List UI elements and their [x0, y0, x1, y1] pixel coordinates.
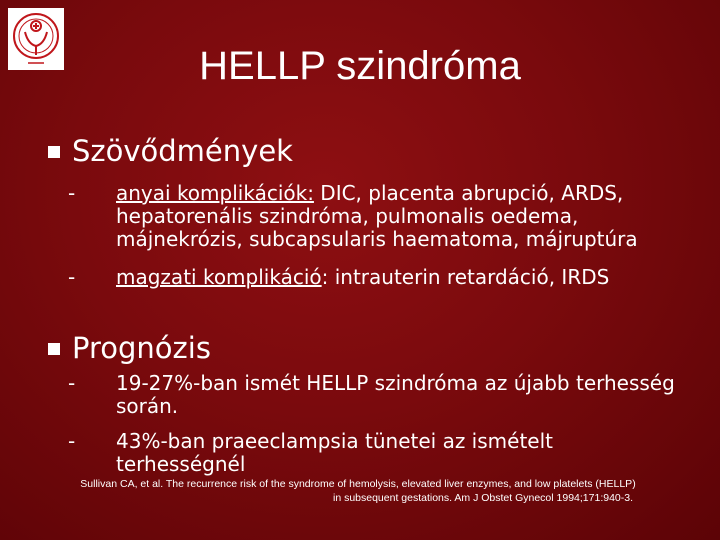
item-text: 19-27%-ban ismét HELLP szindróma az újabb terhesség során. [116, 371, 675, 418]
medical-emblem-icon [8, 8, 64, 70]
section-label: Prognózis [72, 331, 211, 365]
dash-marker: - [68, 181, 76, 205]
item-text: 43%-ban praeeclampsia tünetei az ismételt terhességnél [116, 429, 553, 476]
dash-marker: - [68, 429, 76, 453]
underlined-term: anyai komplikációk: [116, 181, 314, 205]
item-detail: DIC, placenta abrupció, ARDS, hepatorenális szindróma, pulmonalis oedema, májnekrózis, subcapsularis haematoma, májruptúra [116, 181, 638, 251]
bullet-square-icon [48, 146, 60, 158]
item-text [116, 182, 676, 251]
item-text [116, 266, 676, 289]
underlined-term: magzati komplikáció [116, 265, 322, 289]
slide-title: HELLP szindróma [199, 44, 521, 88]
logo [8, 8, 64, 70]
reference-line: Sullivan CA, et al. The recurrence risk of the syndrome of hemolysis, elevated liver enzymes, and low platelets (HELLP) [80, 478, 636, 490]
reference-line: in subsequent gestations. Am J Obstet Gynecol 1994;171:940-3. [332, 492, 634, 504]
dash-marker: - [68, 265, 76, 289]
section-label: Szövődmények [72, 134, 293, 168]
bullet-square-icon [48, 343, 60, 355]
reference-citation [40, 477, 676, 505]
dash-marker: - [68, 371, 76, 395]
item-detail: : intrauterin retardáció, IRDS [321, 265, 610, 289]
